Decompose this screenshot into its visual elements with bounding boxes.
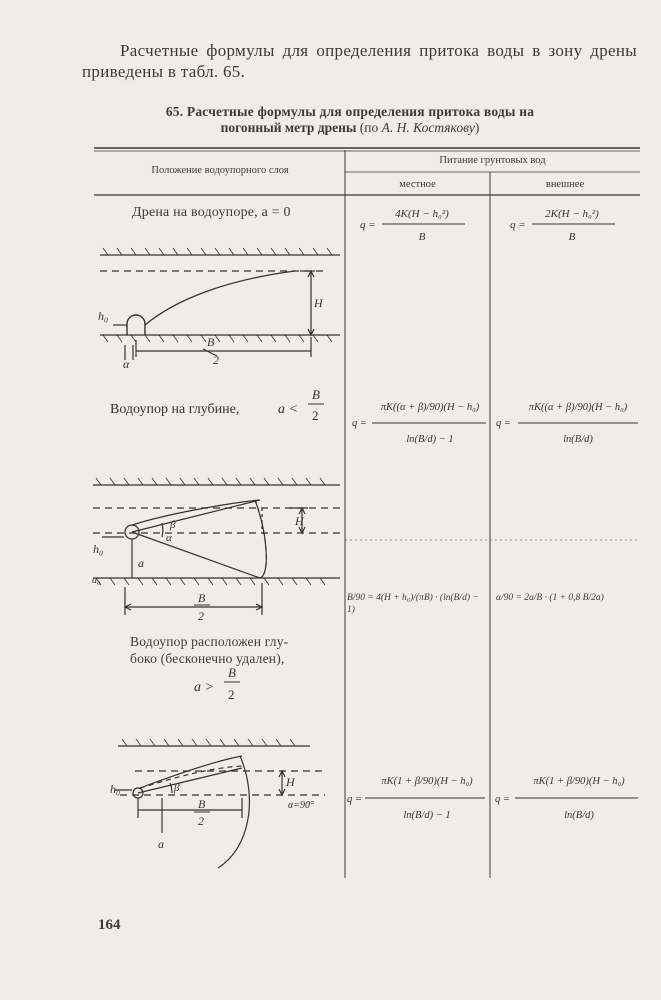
- table-title-line2: погонный метр дрены: [220, 120, 357, 135]
- row3-diagram: [100, 738, 345, 873]
- row1-diagram: [95, 245, 345, 375]
- row3-B2-den: 2: [198, 814, 204, 828]
- row3-B2-num: B: [198, 797, 206, 811]
- row1-alpha-label: α: [123, 357, 130, 371]
- row2-local-aux: B/90 = 4(H + h₀)/(πB) · (ln(B/d) − 1): [347, 593, 479, 615]
- row2-external-den: ln(B/d): [563, 434, 593, 445]
- header-group-feed: Питание грунтовых вод: [439, 155, 546, 166]
- row1-h0-label: h₀: [98, 309, 109, 323]
- row3-h0-label: h₀: [110, 782, 121, 796]
- row2-diagram: [90, 475, 345, 625]
- intro-paragraph: Расчетные формулы для определения притока воды в зону дрены приведены в табл. 65.: [82, 41, 637, 81]
- table-title-paren: (по: [359, 120, 379, 135]
- row1-local-den: B: [418, 231, 426, 243]
- row2-external-lhs: q =: [496, 418, 511, 429]
- header-column-position: Положение водоупорного слоя: [151, 165, 289, 176]
- row1-local-num: 4K(H − h₀²): [395, 208, 449, 220]
- row1-external-formula: [510, 202, 630, 244]
- row2-condition-ineq: a <: [278, 402, 298, 417]
- row2-condition: [110, 385, 335, 431]
- row2-H-label: H: [295, 514, 304, 528]
- row1-external-den: B: [568, 231, 576, 243]
- table-title-line1: Расчетные формулы для определения притока воды на: [186, 104, 535, 119]
- row1-B2-den: 2: [213, 353, 219, 367]
- row2-local-formula: [350, 392, 488, 452]
- row2-local-lhs: q =: [352, 418, 367, 429]
- row3-condition-line1: Водоупор расположен глу-: [130, 634, 289, 649]
- row3-external-lhs: q =: [495, 794, 510, 805]
- header-sub-external: внешнее: [545, 179, 585, 190]
- row3-local-num: πK(1 + β/90)(H − h₀): [381, 776, 473, 787]
- table-number: 65.: [165, 104, 184, 119]
- row2-local-den: ln(B/d) − 1: [406, 434, 454, 445]
- row1-condition: Дрена на водоупоре, a = 0: [132, 205, 291, 220]
- row1-external-lhs: q =: [510, 219, 526, 231]
- row2-external-formula: [494, 392, 640, 452]
- row3-H-label: H: [286, 775, 295, 789]
- row3-local-lhs: q =: [347, 794, 362, 805]
- row2-a-label: a: [138, 556, 144, 570]
- row1-local-lhs: q =: [360, 219, 376, 231]
- row3-cond-ineq: a >: [194, 680, 214, 695]
- row3-external-den: ln(B/d): [564, 810, 594, 821]
- page-number: 164: [98, 917, 121, 933]
- row2-local-num: πK((α + β)/90)(H − h₀): [380, 402, 480, 413]
- row3-alpha90-label: α=90°: [288, 800, 314, 811]
- row2-external-num: πK((α + β)/90)(H − h₀): [528, 402, 628, 413]
- row3-local-den: ln(B/d) − 1: [403, 810, 451, 821]
- row2-h0-label: h₀: [93, 542, 104, 556]
- row3-external-num: πK(1 + β/90)(H − h₀): [533, 776, 625, 787]
- row2-condition-text: Водоупор на глубине,: [110, 402, 240, 417]
- row3-cond-frac-den: 2: [228, 687, 235, 702]
- row2-alpha-label: α: [166, 532, 172, 544]
- row1-local-formula: [360, 202, 480, 244]
- row1-H-label: H: [314, 296, 323, 310]
- row3-a-label: a: [158, 837, 164, 851]
- row2-B2-num: B: [198, 591, 206, 605]
- row3-condition-line2: боко (бесконечно удален),: [130, 651, 285, 666]
- row1-external-num: 2K(H − h₀²): [545, 208, 599, 220]
- row3-condition-ineq: [190, 664, 250, 706]
- row3-beta-label: β: [174, 782, 180, 794]
- row2-external-aux: α/90 = 2a/B · (1 + 0,8 B/2a): [496, 593, 604, 603]
- row3-local-formula: [345, 762, 488, 826]
- row3-external-formula: [493, 762, 640, 826]
- row2-condition-frac-num: B: [312, 387, 320, 402]
- header-sub-local: местное: [399, 179, 436, 190]
- row2-condition-frac-den: 2: [312, 408, 319, 423]
- row1-B2-num: B: [207, 335, 215, 349]
- table-title-close: ): [474, 120, 480, 135]
- row2-a0-label: a₀: [92, 575, 101, 586]
- row3-cond-frac-num: B: [228, 665, 236, 680]
- row2-beta-label: β: [170, 519, 176, 531]
- table-title-author: А. Н. Костякову: [381, 120, 475, 135]
- row2-B2-den: 2: [198, 609, 204, 623]
